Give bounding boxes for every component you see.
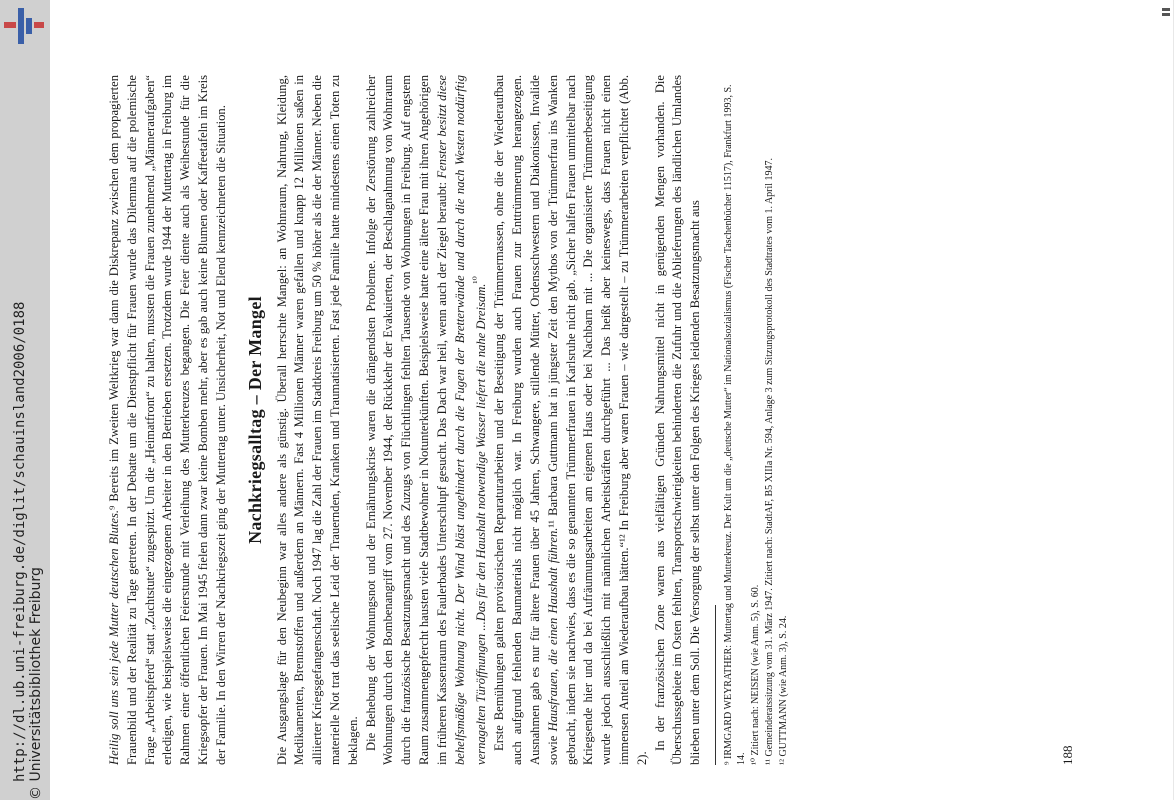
footnote-divider	[715, 605, 716, 765]
scanned-page-view	[50, 0, 1176, 800]
paragraph-2	[363, 75, 492, 765]
rotated-page	[50, 0, 1176, 800]
section-heading: Nachkriegsalltag – Der Mangel	[244, 296, 265, 544]
footnote: ¹⁰ Zitiert nach: NEISEN (wie Anm. 5), S. 60.	[749, 584, 761, 765]
footnote: ¹² GUTTMANN (wie Anm. 3), S. 24.	[777, 615, 789, 765]
paragraph-2-text: Die Behebung der Wohnungsnot und der Ernährungskrise waren die drängendsten Probleme. Infolge der Zerstörung zahlreicher Wohnungen durch den Bombenangriff vom 27. November 1944, der Rückkehr der Evakuierten, der Beschlagnahmung von Wohnraum durch die französische Besatzungsmacht und des Zuzugs von Flüchtlingen fehlten Tausende von Wohnungen in Freiburg. Auf engstem Raum zusammengepfercht hausten viele Stadtbewohner in Notunterkünften. Beispielsweise hatte eine ältere Frau mit ihren Angehörigen im früheren Kassenraum des Faulerbades Unterschlupf gesucht. Das Dach war heil, wenn auch der Ziegel beraubt:	[363, 75, 449, 765]
scan-marker-icon	[1162, 8, 1170, 20]
page-edge	[1173, 0, 1174, 800]
copyright-notice: © Universitätsbibliothek Freiburg	[28, 567, 44, 800]
footnote: ⁹ IRMGARD WEYRATHER: Muttertag und Mutterkreuz. Der Kult um die „deutsche Mutter“ im Nationalsozialismus (Fischer Taschenbücher 11517), Frankfurt 1993, S. 14.	[722, 84, 747, 765]
paragraph-2-quote: Fenster besitzt diese behelfsmäßige Wohnung nicht. Der Wind bläst ungehindert durch die Fugen der Bretterwände und durch die nach Westen notdürftig vernagelten Türöffnungen ...Das für den Haushalt notwendige Wasser liefert die nahe Dreisam.	[434, 75, 489, 765]
page-number: 188	[1060, 745, 1075, 765]
source-url[interactable]: http://dl.ub.uni-freiburg.de/diglit/schauinsland2006/0188	[12, 301, 28, 782]
intro-text: ⁹ Bereits im Zweiten Weltkrieg war dann die Diskrepanz zwischen dem propagierten Frauenbild und der Realität zu Tage getreten. In der Debatte um die Dienstpflicht für Frauen wurde das Dilemma auf die polemische Frage „Arbeitspferd“ statt „Zuchtstute“ zugespitzt. Um die „Heimatfront“ zu halten, mussten die Frauen zunehmend „Männeraufgaben“ erledigen, wie beispielsweise die eingezogenen Arbeiter in den Betrieben ersetzen. Trotzdem wurde 1944 der Muttertag in Freiburg im Rahmen einer öffentlichen Feierstunde mit Verleihung des Mutterkreuzes begangen. Die Feier diente auch als Weihestunde für die Kriegsopfer der Frauen. Im Mai 1945 fielen dann zwar keine Bomben mehr, aber es gab auch keine Blumen oder Kaffeetafeln im Kreis der Familie. In den Wirren der Nachkriegszeit ging der Muttertag unter. Unsicherheit, Not und Elend kennzeichneten die Situation.	[107, 75, 228, 765]
footnote: ¹¹ Gemeinderatssitzung vom 31. März 1947. Zitiert nach: StadtAF, B5 XIIIa Nr. 594, Anlage 3 zum Sitzungsprotokoll des Stadtrates vom 1. April 1947.	[763, 157, 775, 765]
paragraph-4: In der französischen Zone waren aus vielfältigen Gründen Nahrungsmittel nicht in genügenden Mengen vorhanden. Die Überschussgebiete im Osten fehlten, Transportschwierigkeiten behinderten die Zufuhr und die Ablieferungen des ländlichen Umlandes blieben unter dem Soll. Die Versorgung der selbst unter den Folgen des Krieges leidenden Besatzungsmacht aus	[652, 75, 703, 765]
paragraph-3-quote: Hausfrauen, die einen Haushalt führen.	[545, 527, 560, 732]
page-content	[106, 75, 791, 765]
paragraph-3	[491, 75, 651, 765]
paragraph-1: Die Ausgangslage für den Neubeginn war alles andere als günstig. Überall herrschte Mangel: an Wohnraum, Nahrung, Kleidung, Medikamenten, Brennstoffen und außerdem an Männern. Fast 4 Millionen Männer waren gefallen und knapp 12 Millionen saßen in alliierter Kriegsgefangenschaft. Noch 1947 lag die Zahl der Frauen im Stadtkreis Freiburg um 50 % höher als die der Männer. Neben die materielle Not trat das seelische Leid der Trauernden, Kranken und Traumatisierten. Fast jede Familie hatte mindestens einen Toten zu beklagen.	[274, 75, 360, 765]
viewer-side-text	[0, 0, 50, 800]
intro-quote: Heilig soll uns sein jede Mutter deutschen Blutes.	[107, 509, 121, 765]
paragraph-3-text-b: ¹¹ Barbara Guttmann hat in jüngster Zeit den Mythos von der Trümmerfrau ins Wanken gebracht, indem sie nachwies, dass es die so genannten Trümmerfrauen in Karlsruhe nicht gab. „Sicher halfen Frauen unmittelbar nach Kriegsende hier und da bei Aufräumungsarbeiten am eigenen Haus oder bei Nachbarn mit ... Die organisierte Trümmerbeseitigung wurde jedoch ausschließlich mit männlichen Arbeitskräften durchgeführt ... Das heißt aber keineswegs, dass Frauen nicht einen immensen Anteil am Wiederaufbau hätten.“¹² In Freiburg aber waren Frauen – wie dargestellt – zu Trümmerarbeiten verpflichtet (Abb. 2).	[545, 75, 649, 765]
viewer-sidebar	[0, 0, 50, 800]
intro-paragraph	[106, 75, 231, 765]
footnote-ref-10: ¹⁰	[472, 276, 484, 284]
paragraph-3-text-a: Erste Bemühungen galten provisorischen Reparaturarbeiten und der Beseitigung der Trümmermassen, ohne die der Wiederaufbau auch aufgrund fehlenden Baumaterials nicht möglich war. In Freiburg wurden auch Frauen zur Enttrümmerung herangezogen. Ausnahmen gab es nur für ältere Frauen über 45 Jahren, Schwangere, stillende Mütter, Ordensschwestern und Diakonissen, Invalide sowie	[492, 75, 560, 765]
